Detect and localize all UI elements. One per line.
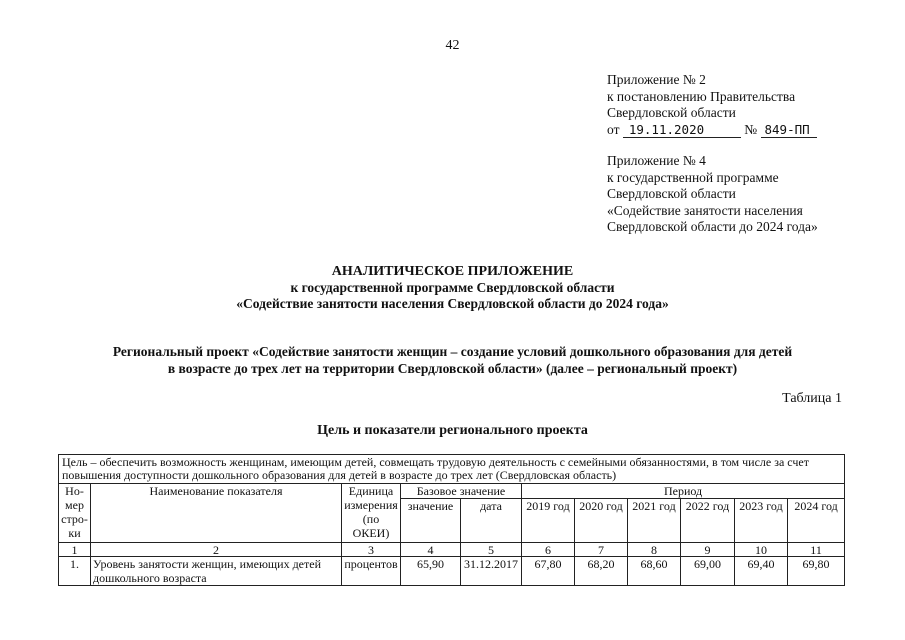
- appendix-4-line5: Свердловской области до 2024 года»: [607, 219, 818, 234]
- appendix-4-line4: «Содействие занятости населения: [607, 202, 803, 218]
- header-row-number: Но-мер стро-ки: [59, 484, 91, 543]
- decree-number: 849-ПП: [761, 123, 817, 138]
- appendix-2-line4: [607, 122, 817, 139]
- indicator-name: Уровень занятости женщин, имеющих детей дошкольного возраста: [91, 557, 342, 586]
- row-number: 1.: [59, 557, 91, 586]
- appendix-2-block: [607, 72, 817, 138]
- value-2019: 67,80: [522, 557, 575, 586]
- header-year-2021: 2021 год: [628, 499, 681, 543]
- header-row-1: [59, 484, 845, 499]
- project-line2: в возрасте до трех лет на территории Свердловской области» (далее – региональный проект): [167, 360, 738, 376]
- base-value: 65,90: [401, 557, 461, 586]
- header-base-value: Базовое значение: [401, 484, 522, 499]
- header-year-2022: 2022 год: [681, 499, 735, 543]
- appendix-4-block: [607, 153, 818, 236]
- column-number: 4: [401, 543, 461, 557]
- title-line3: «Содействие занятости населения Свердловской области до 2024 года»: [236, 296, 669, 311]
- appendix-4-line3: Свердловской области: [607, 186, 736, 201]
- from-label: от: [607, 121, 620, 137]
- page-number: 42: [445, 38, 460, 53]
- value-2024: 69,80: [788, 557, 845, 586]
- column-number-row: [59, 543, 845, 557]
- header-year-2019: 2019 год: [522, 499, 575, 543]
- base-date: 31.12.2017: [461, 557, 522, 586]
- column-number: 7: [575, 543, 628, 557]
- header-unit: Единица измерения (по ОКЕИ): [342, 484, 401, 543]
- column-number: 1: [59, 543, 91, 557]
- title-line1: АНАЛИТИЧЕСКОЕ ПРИЛОЖЕНИЕ: [331, 264, 574, 279]
- value-2023: 69,40: [735, 557, 788, 586]
- column-number: 2: [91, 543, 342, 557]
- project-line1: Региональный проект «Содействие занятости женщин – создание условий дошкольного образования для детей: [112, 344, 793, 359]
- value-2022: 69,00: [681, 557, 735, 586]
- column-number: 11: [788, 543, 845, 557]
- table-row: [59, 557, 845, 586]
- appendix-2-line3: Свердловской области: [607, 105, 736, 120]
- goal-row: [59, 455, 845, 484]
- unit: процентов: [342, 557, 401, 586]
- column-number: 8: [628, 543, 681, 557]
- table-title: Цель и показатели регионального проекта: [317, 423, 588, 438]
- header-year-2023: 2023 год: [735, 499, 788, 543]
- goal-cell: Цель – обеспечить возможность женщинам, имеющим детей, совмещать трудовую деятельность с семейными обязанностями, в том числе за счет повышения доступности дошкольного образования для детей в возрасте до трех лет (Свердловская область): [59, 455, 845, 484]
- title-line2: к государственной программе Свердловской области: [290, 280, 615, 295]
- appendix-4-line1: Приложение № 4: [607, 153, 706, 168]
- header-value: значение: [401, 499, 461, 543]
- column-number: 10: [735, 543, 788, 557]
- column-number: 3: [342, 543, 401, 557]
- project-heading: [0, 344, 905, 377]
- column-number: 9: [681, 543, 735, 557]
- header-indicator-name: Наименование показателя: [91, 484, 342, 543]
- column-number: 6: [522, 543, 575, 557]
- value-2021: 68,60: [628, 557, 681, 586]
- value-2020: 68,20: [575, 557, 628, 586]
- indicators-table: [58, 454, 845, 586]
- header-period: Период: [522, 484, 845, 499]
- decree-date: 19.11.2020: [623, 123, 741, 138]
- number-label: №: [744, 121, 758, 137]
- table-label: Таблица 1: [782, 391, 842, 406]
- document-title: [0, 264, 905, 312]
- appendix-2-line2: к постановлению Правительства: [607, 88, 796, 104]
- header-year-2020: 2020 год: [575, 499, 628, 543]
- column-number: 5: [461, 543, 522, 557]
- header-year-2024: 2024 год: [788, 499, 845, 543]
- appendix-2-line1: Приложение № 2: [607, 72, 706, 87]
- appendix-4-line2: к государственной программе: [607, 169, 779, 185]
- header-date: дата: [461, 499, 522, 543]
